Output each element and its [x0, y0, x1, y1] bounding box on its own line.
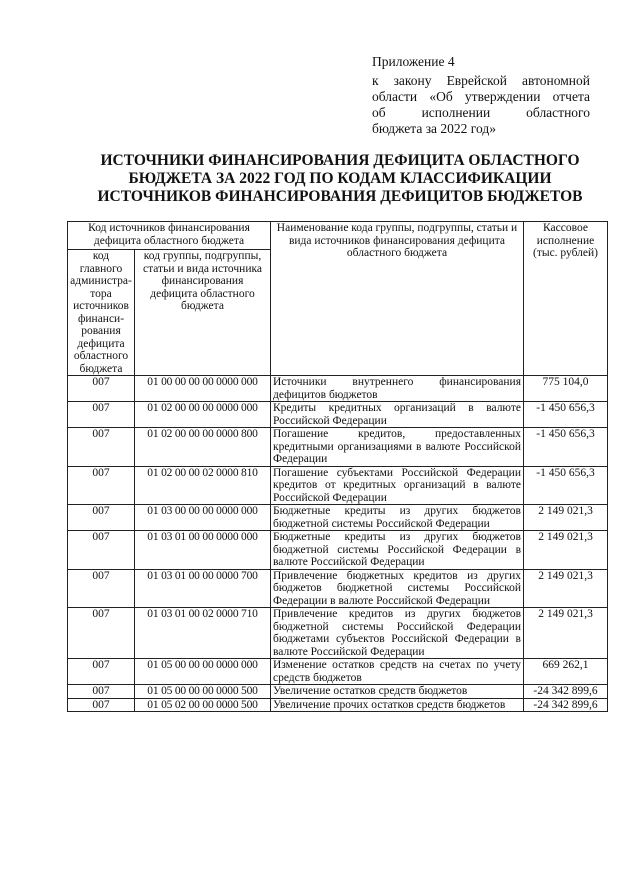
admin-code-cell: 007 — [68, 659, 135, 685]
header-code-group: Код источников финансирования дефицита областного бюджета — [68, 222, 271, 250]
source-code-cell: 01 03 00 00 00 0000 000 — [135, 505, 271, 531]
table-row — [68, 466, 608, 505]
amount-cell: -1 450 656,3 — [524, 466, 608, 505]
source-name-cell: Бюджетные кредиты из других бюджетов бюджетной системы Российской Федерации в валюте Российской Федерации — [271, 531, 524, 570]
amount-cell: 669 262,1 — [524, 659, 608, 685]
admin-code-cell: 007 — [68, 531, 135, 570]
source-code-cell: 01 03 01 00 00 0000 700 — [135, 569, 271, 608]
table-row — [68, 685, 608, 699]
source-name-cell: Изменение остатков средств на счетах по учету средств бюджетов — [271, 659, 524, 685]
document-title — [60, 152, 620, 206]
amount-cell: -1 450 656,3 — [524, 428, 608, 467]
source-name-cell: Погашение кредитов, предоставленных кредитными организациями в валюте Российской Федерации — [271, 428, 524, 467]
admin-code-cell: 007 — [68, 466, 135, 505]
admin-code-cell: 007 — [68, 505, 135, 531]
table-header-row — [68, 222, 608, 250]
source-name-cell: Привлечение кредитов из других бюджетов бюджетной системы Российской Федерации бюджетами субъектов Российской Федерации в валюте Российской Федерации — [271, 608, 524, 659]
source-code-cell: 01 00 00 00 00 0000 000 — [135, 376, 271, 402]
header-admin-line: код — [92, 250, 110, 262]
header-admin-line: главного — [79, 262, 123, 275]
amount-cell: 2 149 021,3 — [524, 608, 608, 659]
table-row — [68, 659, 608, 685]
document-title-line: ИСТОЧНИКИ ФИНАНСИРОВАНИЯ ДЕФИЦИТА ОБЛАСТНОГО — [100, 152, 580, 169]
source-name-cell: Увеличение прочих остатков средств бюджетов — [271, 698, 524, 712]
source-code-cell: 01 03 01 00 00 0000 000 — [135, 531, 271, 570]
source-code-cell: 01 02 00 00 00 0000 000 — [135, 402, 271, 428]
header-admin-line: областного — [73, 350, 129, 362]
table-row — [68, 608, 608, 659]
financing-sources-table — [67, 221, 608, 712]
table-row — [68, 531, 608, 570]
table-row — [68, 428, 608, 467]
header-admin-line: финанси- — [77, 312, 125, 325]
source-name-cell: Источники внутреннего финансирования дефицитов бюджетов — [271, 376, 524, 402]
appendix-line: бюджета за 2022 год» — [372, 121, 496, 136]
source-code-cell: 01 05 02 00 00 0000 500 — [135, 698, 271, 712]
appendix-line: к закону Еврейской автономной — [372, 73, 590, 88]
amount-cell: 2 149 021,3 — [524, 569, 608, 608]
admin-code-cell: 007 — [68, 569, 135, 608]
source-name-cell: Кредиты кредитных организаций в валюте Российской Федерации — [271, 402, 524, 428]
header-admin-line: рования — [81, 325, 121, 337]
source-name-cell: Погашение субъектами Российской Федерации кредитов от кредитных организаций в валюте Российской Федерации — [271, 466, 524, 505]
table-row — [68, 698, 608, 712]
header-name: Наименование кода группы, подгруппы, статьи и вида источников финансирования дефицита областного бюджета — [271, 222, 524, 376]
source-code-cell: 01 03 01 00 02 0000 710 — [135, 608, 271, 659]
admin-code-cell: 007 — [68, 402, 135, 428]
amount-cell: 775 104,0 — [524, 376, 608, 402]
admin-code-cell: 007 — [68, 608, 135, 659]
document-title-line: БЮДЖЕТА ЗА 2022 ГОД ПО КОДАМ КЛАССИФИКАЦИИ — [128, 170, 552, 187]
table-row — [68, 505, 608, 531]
amount-cell: -24 342 899,6 — [524, 698, 608, 712]
appendix-note — [372, 54, 590, 137]
admin-code-cell: 007 — [68, 685, 135, 699]
source-code-cell: 01 02 00 00 00 0000 800 — [135, 428, 271, 467]
admin-code-cell: 007 — [68, 376, 135, 402]
source-name-cell: Бюджетные кредиты из других бюджетов бюджетной системы Российской Федерации — [271, 505, 524, 531]
admin-code-cell: 007 — [68, 428, 135, 467]
appendix-line: области «Об утверждении отчета — [372, 89, 590, 104]
source-code-cell: 01 05 00 00 00 0000 500 — [135, 685, 271, 699]
document-title-line: ИСТОЧНИКОВ ФИНАНСИРОВАНИЯ ДЕФИЦИТОВ БЮДЖЕТОВ — [97, 188, 583, 205]
header-admin-line: тора — [90, 287, 112, 300]
header-admin-line: источников — [73, 300, 129, 312]
amount-cell: -1 450 656,3 — [524, 402, 608, 428]
amount-cell: 2 149 021,3 — [524, 505, 608, 531]
appendix-title: Приложение 4 — [372, 54, 455, 69]
header-admin-line: бюджета — [79, 362, 123, 375]
header-admin-line: дефицита — [77, 337, 125, 350]
amount-cell: 2 149 021,3 — [524, 531, 608, 570]
amount-cell: -24 342 899,6 — [524, 685, 608, 699]
table-row — [68, 376, 608, 402]
admin-code-cell: 007 — [68, 698, 135, 712]
header-admin-line: администра- — [70, 275, 132, 287]
source-name-cell: Увеличение остатков средств бюджетов — [271, 685, 524, 699]
source-code-cell: 01 02 00 00 02 0000 810 — [135, 466, 271, 505]
header-admin-code — [68, 250, 135, 376]
source-code-cell: 01 05 00 00 00 0000 000 — [135, 659, 271, 685]
source-name-cell: Привлечение бюджетных кредитов из других бюджетов бюджетной системы Российской Федерации в валюте Российской Федерации — [271, 569, 524, 608]
table-row — [68, 402, 608, 428]
header-amount: Кассовое исполнение (тыс. рублей) — [524, 222, 608, 376]
header-source-code: код группы, подгруппы, статьи и вида источника финансирования дефицита областного бюджета — [135, 250, 271, 376]
appendix-line: об исполнении областного — [372, 105, 590, 120]
table-row — [68, 569, 608, 608]
